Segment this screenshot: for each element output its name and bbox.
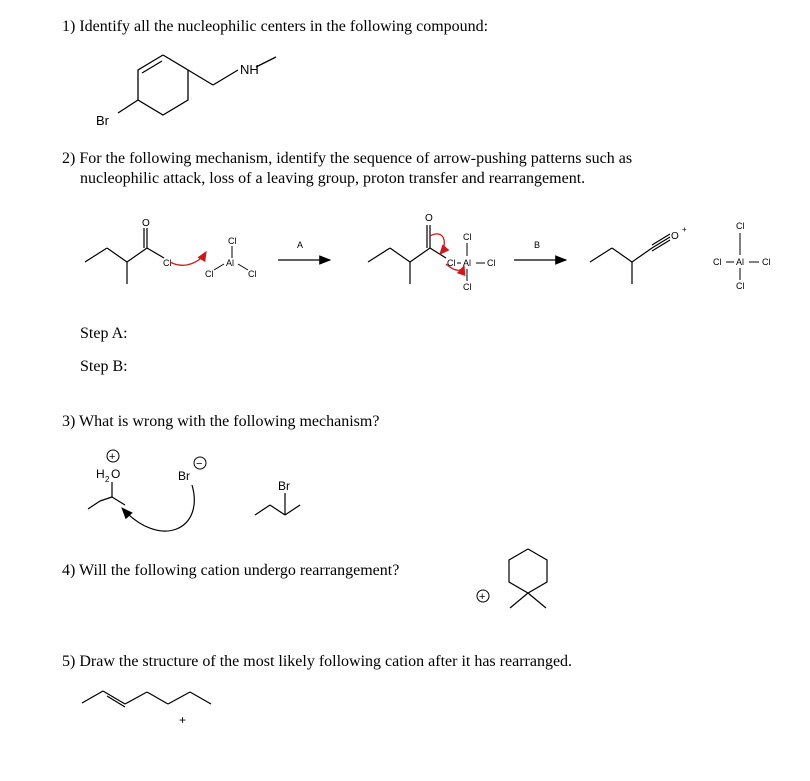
q3-product-br: Br xyxy=(278,479,290,493)
q2-intermediate-cl: Cl xyxy=(447,258,456,268)
q3-protonated-alcohol xyxy=(88,482,125,509)
q5-cation xyxy=(82,691,211,707)
q2-intermediate-o: O xyxy=(425,213,433,224)
q2-product-acylium xyxy=(590,234,670,284)
q2-al-center: Al xyxy=(463,258,472,268)
q1-double-bond xyxy=(142,61,162,73)
question-5: 5) Draw the structure of the most likely following cation after it has rearranged. xyxy=(62,653,573,670)
q2-reactant-cl: Cl xyxy=(163,258,172,268)
q2-curved-arrow-2 xyxy=(430,234,444,254)
question-1: 1) Identify all the nucleophilic centers in the following compound: xyxy=(62,18,489,35)
q2-alcl4-al: Al xyxy=(736,257,745,267)
q3-curved-arrow xyxy=(122,485,194,531)
q3-water-o: O xyxy=(111,467,121,481)
q2-alcl4-cl-top: Cl xyxy=(736,221,745,231)
q1-br-label: Br xyxy=(96,113,109,128)
q2-alcl4-cl-right: Cl xyxy=(762,257,771,267)
q1-nh-label: NH xyxy=(240,62,259,77)
q5-plus-sign: + xyxy=(179,713,187,727)
q2-arrow-b-label: B xyxy=(534,240,541,250)
q2-al-cl-bottom: Cl xyxy=(463,282,472,292)
question-4: 4) Will the following cation undergo rearrangement? xyxy=(62,562,400,579)
step-a-label: Step A: xyxy=(80,325,128,342)
q2-product-o: O xyxy=(671,231,679,242)
q2-alcl4-cl-left: Cl xyxy=(713,257,722,267)
q4-plus-sign: + xyxy=(479,591,486,603)
q2-alcl3-cl-left: Cl xyxy=(205,269,214,279)
q3-water-h: H xyxy=(96,467,105,481)
q2-reactant-o: O xyxy=(142,218,150,229)
q4-cation xyxy=(509,549,547,608)
q2-alcl3-cl-right: Cl xyxy=(248,269,257,279)
q3-plus-sign: + xyxy=(109,451,116,463)
q2-product-charge: + xyxy=(682,225,687,234)
q2-alcl3-cl-top: Cl xyxy=(228,236,237,246)
q2-arrow-a-label: A xyxy=(297,240,304,250)
step-b-label: Step B: xyxy=(80,358,128,375)
q3-bromide-br: Br xyxy=(178,469,190,483)
q3-water-subscript: 2 xyxy=(105,475,110,484)
q2-al-cl-right: Cl xyxy=(487,258,496,268)
q2-al-cl-top: Cl xyxy=(463,232,472,242)
q2-reactant xyxy=(85,228,164,284)
q2-alcl3-al: Al xyxy=(226,258,235,268)
question-3: 3) What is wrong with the following mechanism? xyxy=(62,413,380,430)
q2-alcl4-cl-bottom: Cl xyxy=(736,281,745,291)
question-2-line-2: nucleophilic attack, loss of a leaving group, proton transfer and rearrangement. xyxy=(80,170,586,187)
question-2-line-1: 2) For the following mechanism, identify the sequence of arrow-pushing patterns such as xyxy=(62,150,633,167)
q3-minus-sign: − xyxy=(196,458,203,470)
q2-curved-arrow-1 xyxy=(170,252,206,265)
q3-alkyl-bromide xyxy=(255,493,300,515)
